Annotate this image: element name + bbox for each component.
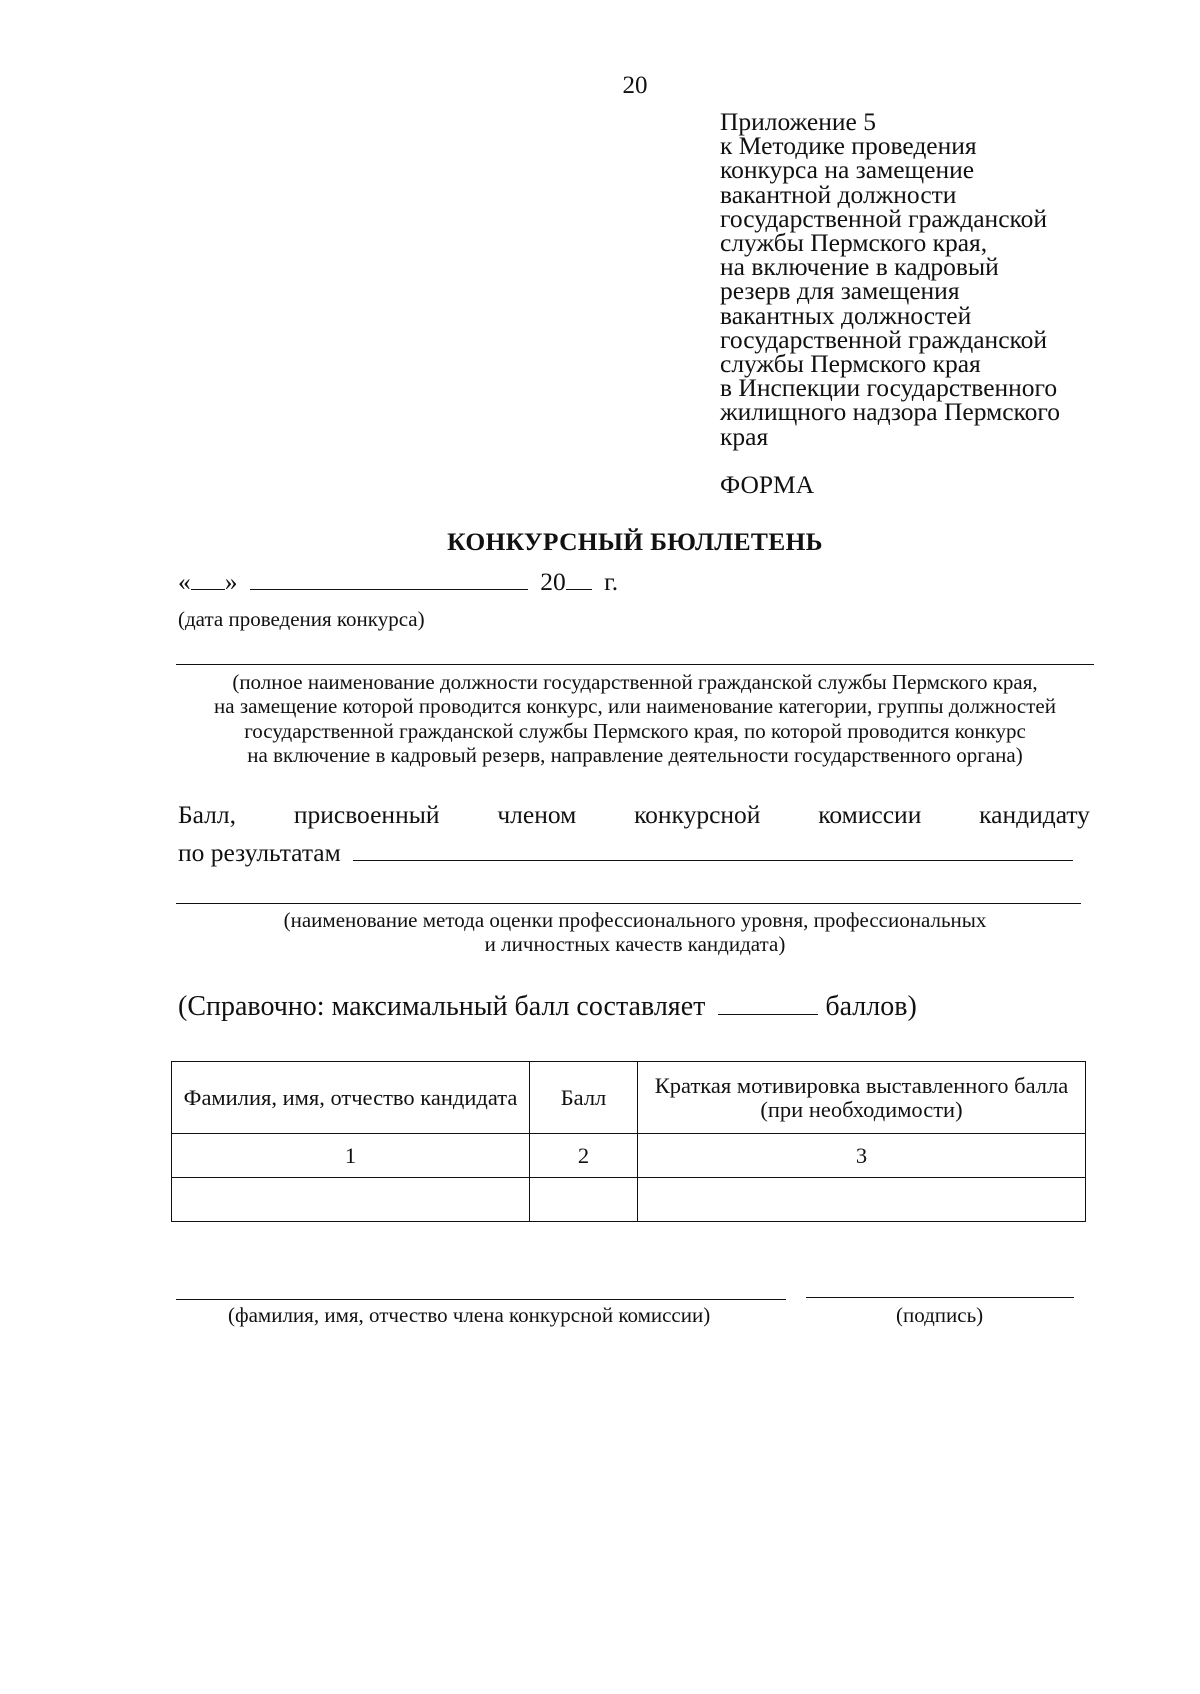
column-header: Балл [530, 1062, 638, 1134]
method-blank[interactable] [176, 903, 1081, 904]
score-statement [178, 800, 1090, 830]
appendix-line: службы Пермского края, [720, 228, 988, 258]
appendix-line: на включение в кадровый [720, 252, 999, 282]
appendix-block [720, 107, 1140, 451]
appendix-line: службы Пермского края [720, 349, 981, 379]
appendix-line: конкурса на замещение [720, 155, 975, 185]
date-line [178, 567, 618, 597]
max-score-blank[interactable] [718, 992, 818, 1015]
method-caption-line: и личностных качеств кандидата) [484, 932, 786, 957]
results-label: по результатам [178, 838, 341, 867]
reference-before: (Справочно: максимальный балл составляет [178, 991, 706, 1022]
member-name-blank[interactable] [176, 1299, 786, 1300]
appendix-line: государственной гражданской [720, 324, 1048, 354]
reference-after: баллов) [825, 991, 917, 1022]
appendix-line: вакантной должности [720, 179, 957, 209]
method-caption [0, 908, 1200, 957]
year-prefix: 20 [540, 567, 566, 596]
score-word: кандидату [979, 800, 1090, 829]
column-header: Фамилия, имя, отчество кандидата [172, 1062, 530, 1134]
appendix-line: вакантных должностей [720, 300, 972, 330]
position-caption-line: (полное наименование должности государственной гражданской службы Пермского края, [232, 670, 1038, 694]
position-caption [0, 670, 1200, 767]
score-word: Балл, [178, 800, 237, 829]
position-caption-line: на замещение которой проводится конкурс, или наименование категории, группы должностей [214, 694, 1056, 719]
table-cell: 3 [638, 1134, 1086, 1178]
appendix-line: края [720, 421, 769, 451]
score-word: комиссии [818, 800, 922, 829]
position-blank[interactable] [176, 664, 1094, 665]
signature-blank[interactable] [806, 1297, 1074, 1298]
appendix-line: в Инспекции государственного [720, 373, 1058, 403]
appendix-line: резерв для замещения [720, 276, 960, 306]
ballot-table [171, 1061, 1086, 1222]
reference-line [178, 991, 917, 1023]
results-line [178, 838, 1073, 868]
table-cell: 1 [172, 1134, 530, 1178]
score-word: присвоенный [293, 800, 440, 829]
score-word: конкурсной [634, 800, 761, 829]
score-word: членом [497, 800, 577, 829]
candidate-name-cell[interactable] [172, 1178, 530, 1222]
appendix-line: государственной гражданской [720, 203, 1048, 233]
table-number-row [172, 1134, 1086, 1178]
close-quote: » [224, 567, 238, 596]
year-suffix: г. [604, 567, 619, 596]
signature-caption: (подпись) [896, 1303, 984, 1327]
member-name-caption: (фамилия, имя, отчество члена конкурсной комиссии) [228, 1303, 711, 1327]
column-header: Краткая мотивировка выставленного балла (при необходимости) [638, 1062, 1086, 1134]
appendix-line: Приложение 5 [720, 107, 876, 136]
day-blank[interactable] [191, 569, 225, 590]
form-label: ФОРМА [720, 470, 815, 499]
position-caption-line: на включение в кадровый резерв, направление деятельности государственного органа) [247, 742, 1023, 767]
document-title: КОНКУРСНЫЙ БЮЛЛЕТЕНЬ [447, 527, 823, 556]
score-cell[interactable] [530, 1178, 638, 1222]
method-caption-line: (наименование метода оценки профессионального уровня, профессиональных [283, 908, 987, 932]
motivation-cell[interactable] [638, 1178, 1086, 1222]
year-blank[interactable] [566, 569, 592, 590]
appendix-line: к Методике проведения [720, 131, 977, 161]
appendix-line: жилищного надзора Пермского [720, 397, 1060, 427]
results-blank[interactable] [353, 840, 1073, 861]
page-number: 20 [622, 72, 648, 99]
position-caption-line: государственной гражданской службы Пермского края, по которой проводится конкурс [244, 718, 1026, 743]
table-header-row [172, 1062, 1086, 1134]
date-caption: (дата проведения конкурса) [178, 607, 425, 631]
table-row [172, 1178, 1086, 1222]
table-cell: 2 [530, 1134, 638, 1178]
month-blank[interactable] [250, 569, 528, 590]
open-quote: « [178, 567, 191, 596]
